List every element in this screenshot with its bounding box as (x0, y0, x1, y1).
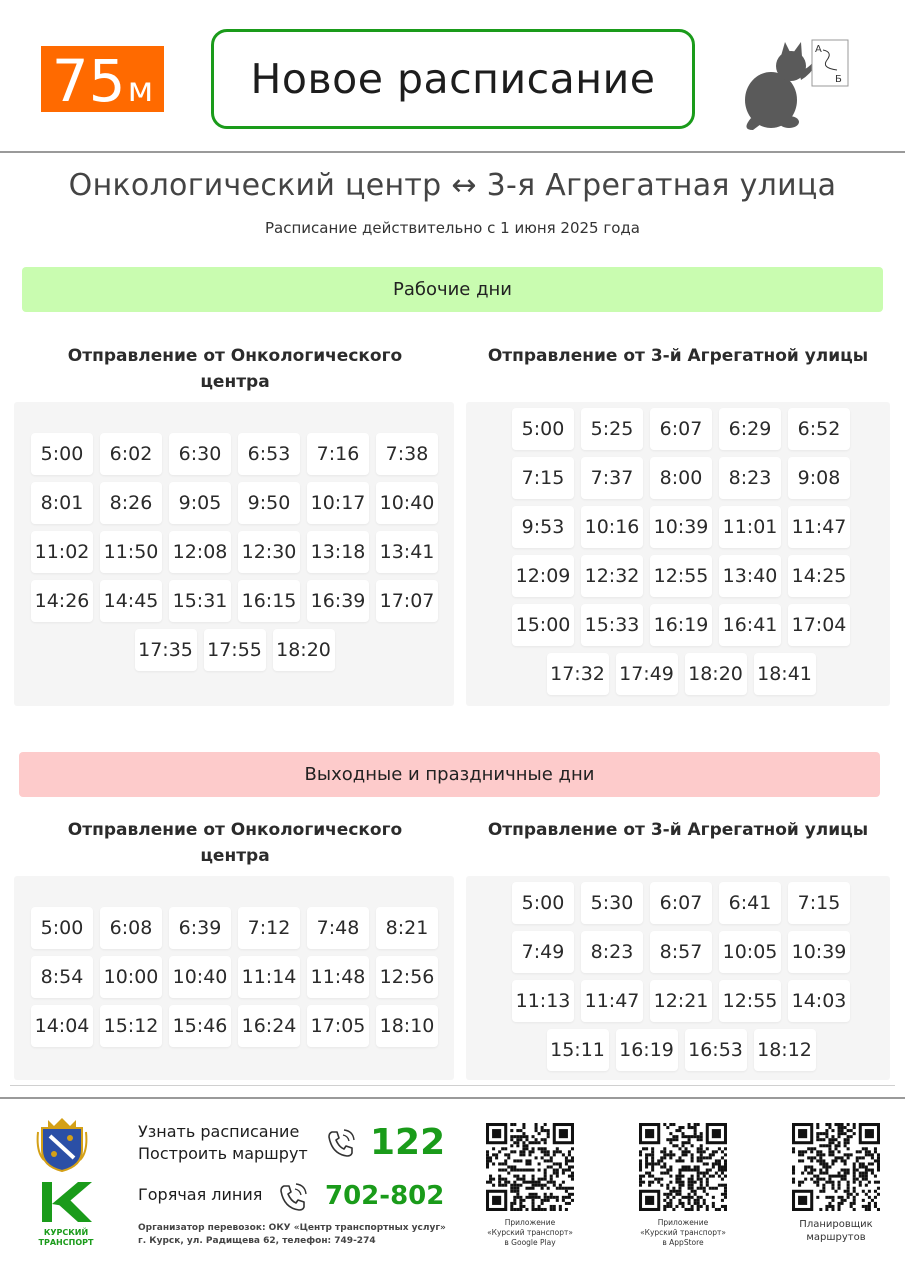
departure-time: 8:23 (719, 457, 781, 499)
workdays-oncology-panel (14, 402, 454, 706)
heading-line: центра (200, 846, 270, 866)
departure-time: 17:07 (376, 580, 438, 622)
departure-time: 17:32 (547, 653, 609, 695)
schedule-info-line1: Узнать расписание (138, 1122, 300, 1141)
cat-logo (741, 38, 853, 134)
departure-time: 8:54 (31, 956, 93, 998)
departure-time: 11:47 (788, 506, 850, 548)
departure-time: 16:15 (238, 580, 300, 622)
departure-time: 18:20 (685, 653, 747, 695)
logo-text-line: КУРСКИЙ (43, 1228, 89, 1237)
weekends-oncology-panel (14, 876, 454, 1080)
cat-sign-from: А (815, 44, 822, 55)
departure-time: 6:02 (100, 433, 162, 475)
departure-time: 8:00 (650, 457, 712, 499)
departure-time: 10:16 (581, 506, 643, 548)
departure-time: 15:46 (169, 1005, 231, 1047)
departure-time: 6:39 (169, 907, 231, 949)
departure-time: 5:00 (512, 882, 574, 924)
heading-line: центра (200, 372, 270, 392)
departure-time: 8:57 (650, 931, 712, 973)
route-number-badge (41, 46, 164, 115)
departure-time: 6:30 (169, 433, 231, 475)
caption-line: Приложение (657, 1218, 709, 1227)
departure-time: 6:07 (650, 882, 712, 924)
departure-time: 13:41 (376, 531, 438, 573)
departure-time: 13:18 (307, 531, 369, 573)
kursk-transport-logo-text (30, 1228, 102, 1248)
departure-time: 12:30 (238, 531, 300, 573)
departure-time: 16:19 (650, 604, 712, 646)
short-phone-number[interactable]: 122 (370, 1122, 446, 1163)
kursk-transport-logo (38, 1180, 94, 1224)
departure-time: 12:56 (376, 956, 438, 998)
hotline-label: Горячая линия (138, 1185, 263, 1204)
departure-time: 8:26 (100, 482, 162, 524)
departure-time: 16:24 (238, 1005, 300, 1047)
departure-time: 10:40 (169, 956, 231, 998)
departure-time: 9:50 (238, 482, 300, 524)
caption-line: «Курский транспорт» (640, 1228, 726, 1237)
appstore-qr-code[interactable] (639, 1123, 727, 1211)
departure-time: 9:05 (169, 482, 231, 524)
route-name: Онкологический центр ↔ 3-я Агрегатная улица (68, 168, 837, 203)
departure-time: 14:04 (31, 1005, 93, 1047)
departure-time: 7:48 (307, 907, 369, 949)
departure-time: 10:17 (307, 482, 369, 524)
organizer-line: г. Курск, ул. Радищева 62, телефон: 749-274 (138, 1236, 376, 1246)
organizer-info (138, 1222, 458, 1248)
route-planner-qr-code[interactable] (792, 1123, 880, 1211)
phone-icon (324, 1126, 358, 1160)
departure-time: 6:41 (719, 882, 781, 924)
departure-time: 18:20 (273, 629, 335, 671)
departure-time: 7:37 (581, 457, 643, 499)
departure-time: 11:48 (307, 956, 369, 998)
route-number: 75 (51, 47, 126, 115)
page-title: Новое расписание (211, 29, 695, 129)
departure-time: 18:10 (376, 1005, 438, 1047)
departure-time: 7:15 (788, 882, 850, 924)
caption-line: Планировщик (799, 1219, 873, 1230)
weekends-oncology-times (29, 907, 440, 1047)
footer-divider (0, 1097, 905, 1099)
appstore-qr-caption (623, 1218, 743, 1248)
caption-line: «Курский транспорт» (487, 1228, 573, 1237)
departure-time: 14:45 (100, 580, 162, 622)
departure-time: 7:12 (238, 907, 300, 949)
schedule-info-line2: Построить маршрут (138, 1144, 308, 1163)
workdays-banner: Рабочие дни (22, 267, 883, 312)
header-divider (0, 151, 905, 153)
google-play-qr-caption (470, 1218, 590, 1248)
departure-time: 10:40 (376, 482, 438, 524)
departure-time: 6:08 (100, 907, 162, 949)
departure-time: 5:00 (31, 433, 93, 475)
departure-time: 17:05 (307, 1005, 369, 1047)
logo-text-line: ТРАНСПОРТ (38, 1238, 94, 1247)
footer-divider-light (10, 1085, 895, 1086)
departure-time: 10:39 (788, 931, 850, 973)
departure-time: 6:29 (719, 408, 781, 450)
weekends-banner: Выходные и праздничные дни (19, 752, 880, 797)
heading-line: Отправление от Онкологического (67, 820, 403, 840)
workdays-oncology-times (29, 433, 440, 671)
departure-time: 8:21 (376, 907, 438, 949)
departure-time: 12:55 (719, 980, 781, 1022)
departure-time: 16:41 (719, 604, 781, 646)
weekends-agregatnaya-panel (466, 876, 890, 1080)
caption-line: маршрутов (806, 1232, 866, 1243)
departure-time: 14:25 (788, 555, 850, 597)
departure-time: 7:49 (512, 931, 574, 973)
departure-time: 12:08 (169, 531, 231, 573)
departure-time: 11:01 (719, 506, 781, 548)
departure-time: 11:02 (31, 531, 93, 573)
departure-time: 11:50 (100, 531, 162, 573)
departure-time: 8:01 (31, 482, 93, 524)
departure-time: 17:49 (616, 653, 678, 695)
departure-time: 17:04 (788, 604, 850, 646)
departure-time: 15:11 (547, 1029, 609, 1071)
departure-time: 12:21 (650, 980, 712, 1022)
departure-time: 14:03 (788, 980, 850, 1022)
departure-time: 10:05 (719, 931, 781, 973)
heading-line: Отправление от Онкологического (67, 346, 403, 366)
google-play-qr-code[interactable] (486, 1123, 574, 1211)
departure-time: 5:00 (512, 408, 574, 450)
workdays-agregatnaya-panel (466, 402, 890, 706)
departure-time: 10:39 (650, 506, 712, 548)
caption-line: в Google Play (504, 1238, 556, 1247)
weekends-agregatnaya-heading: Отправление от 3-й Агрегатной улицы (487, 820, 869, 840)
departure-time: 16:39 (307, 580, 369, 622)
departure-time: 15:33 (581, 604, 643, 646)
phone-icon (276, 1180, 310, 1214)
kursk-coat-of-arms-icon (36, 1116, 88, 1172)
departure-time: 7:38 (376, 433, 438, 475)
cat-sign-to: Б (835, 74, 842, 85)
departure-time: 8:23 (581, 931, 643, 973)
departure-time: 9:53 (512, 506, 574, 548)
workdays-agregatnaya-times (501, 408, 861, 695)
departure-time: 12:32 (581, 555, 643, 597)
departure-time: 17:55 (204, 629, 266, 671)
departure-time: 6:52 (788, 408, 850, 450)
hotline-phone-number[interactable]: 702-802 (325, 1181, 445, 1211)
departure-time: 18:12 (754, 1029, 816, 1071)
departure-time: 11:13 (512, 980, 574, 1022)
departure-time: 12:55 (650, 555, 712, 597)
departure-time: 12:09 (512, 555, 574, 597)
workdays-agregatnaya-heading: Отправление от 3-й Агрегатной улицы (487, 346, 869, 366)
departure-time: 5:25 (581, 408, 643, 450)
weekends-oncology-heading (30, 817, 440, 869)
departure-time: 11:14 (238, 956, 300, 998)
departure-time: 15:31 (169, 580, 231, 622)
departure-time: 5:30 (581, 882, 643, 924)
caption-line: Приложение (504, 1218, 556, 1227)
departure-time: 13:40 (719, 555, 781, 597)
departure-time: 18:41 (754, 653, 816, 695)
valid-from-date: Расписание действительно с 1 июня 2025 года (265, 219, 640, 237)
departure-time: 6:07 (650, 408, 712, 450)
departure-time: 14:26 (31, 580, 93, 622)
organizer-line: Организатор перевозок: ОКУ «Центр транспортных услуг» (138, 1223, 446, 1233)
departure-time: 16:53 (685, 1029, 747, 1071)
departure-time: 7:16 (307, 433, 369, 475)
caption-line: в AppStore (662, 1238, 704, 1247)
departure-time: 15:12 (100, 1005, 162, 1047)
departure-time: 7:15 (512, 457, 574, 499)
departure-time: 17:35 (135, 629, 197, 671)
departure-time: 11:47 (581, 980, 643, 1022)
departure-time: 10:00 (100, 956, 162, 998)
workdays-oncology-heading (30, 343, 440, 395)
route-suffix: м (127, 70, 154, 110)
departure-time: 15:00 (512, 604, 574, 646)
departure-time: 9:08 (788, 457, 850, 499)
weekends-agregatnaya-times (501, 882, 861, 1071)
route-planner-qr-caption (776, 1218, 896, 1244)
departure-time: 5:00 (31, 907, 93, 949)
departure-time: 6:53 (238, 433, 300, 475)
departure-time: 16:19 (616, 1029, 678, 1071)
